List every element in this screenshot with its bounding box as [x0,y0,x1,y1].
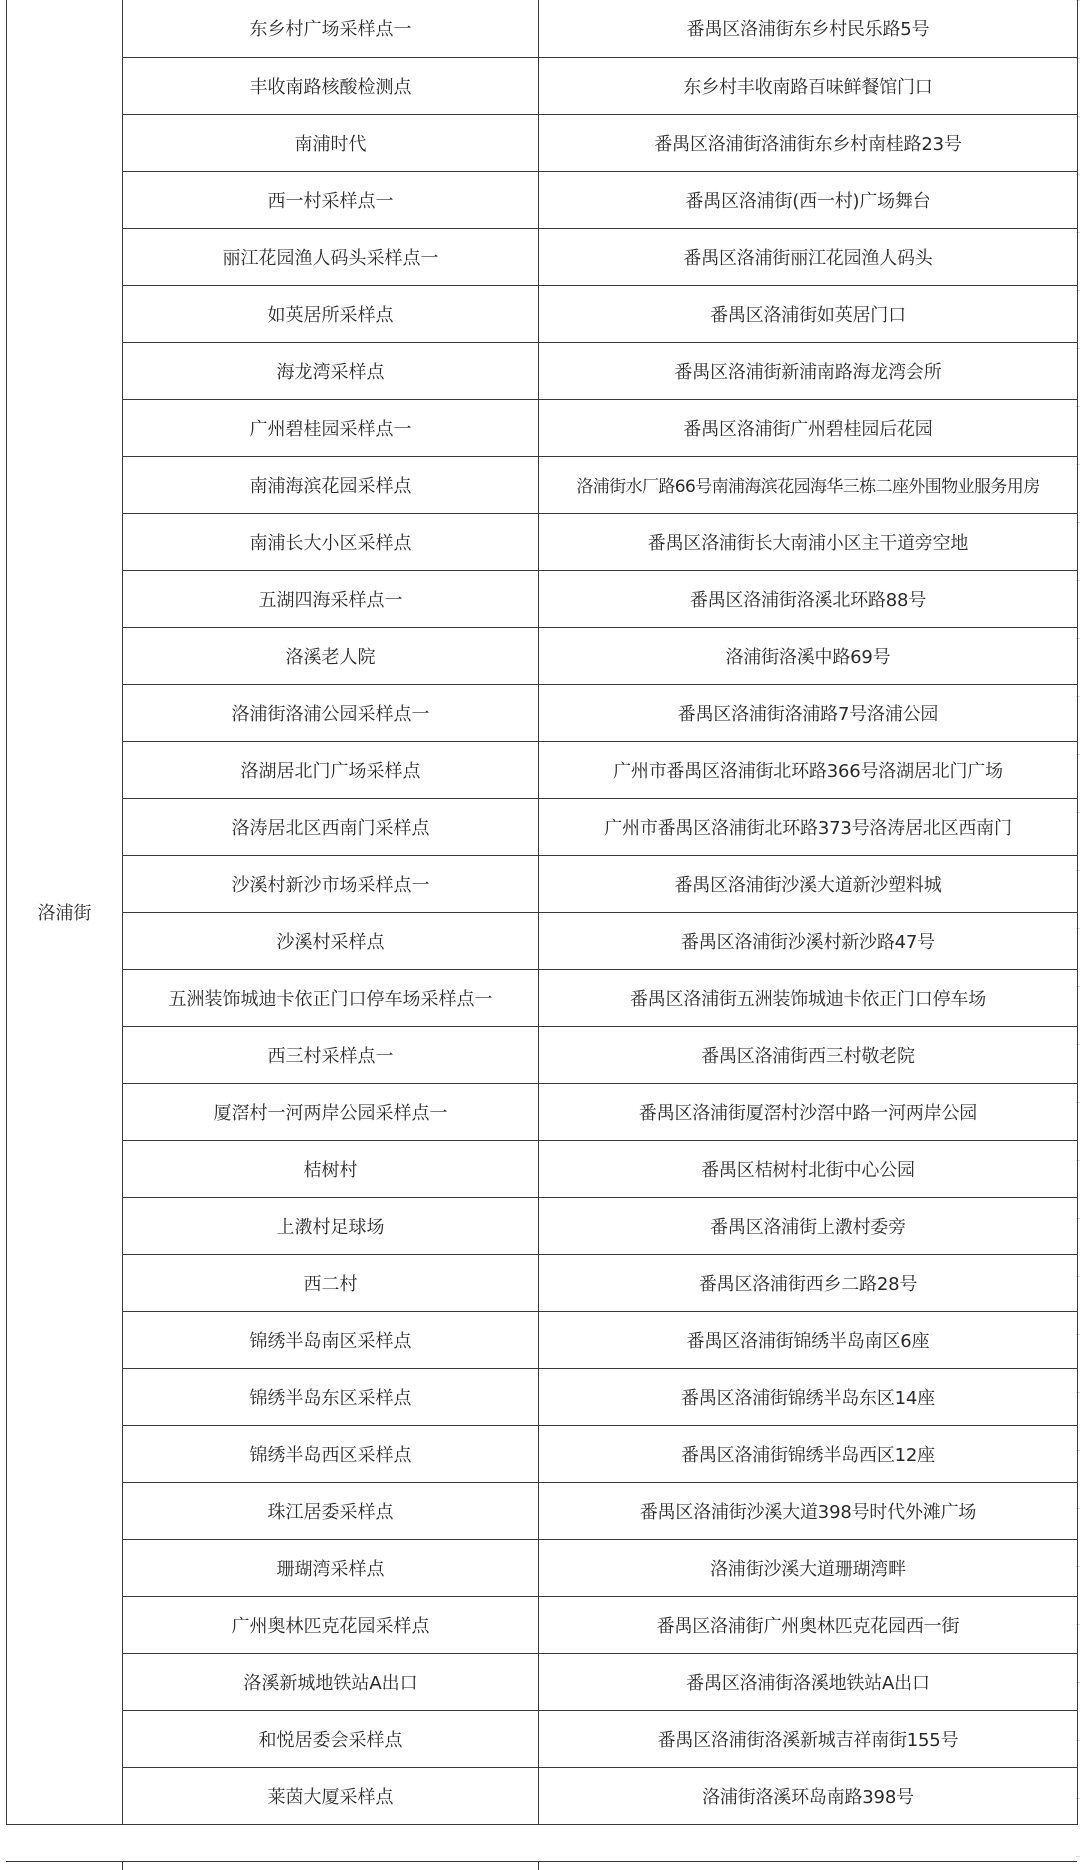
site-name-cell: 洛涛居北区西南门采样点 [123,798,539,855]
site-name-cell: 海龙湾采样点 [123,342,539,399]
site-name-cell: 南浦海滨花园采样点 [123,456,539,513]
site-address-cell: 洛浦街水厂路66号南浦海滨花园海华三栋二座外围物业服务用房 [539,456,1078,513]
site-name-cell: 莱茵大厦采样点 [123,1767,539,1824]
table-row [7,1368,1078,1425]
table-row [7,285,1078,342]
site-name-cell: 洛溪新城地铁站A出口 [123,1653,539,1710]
site-name-cell: 五洲装饰城迪卡依正门口停车场采样点一 [123,969,539,1026]
site-name-cell: 锦绣半岛西区采样点 [123,1425,539,1482]
table-row [7,912,1078,969]
table-row [7,57,1078,114]
site-name-cell: 沙溪村新沙市场采样点一 [123,855,539,912]
table-row [7,741,1078,798]
site-address-cell: 番禺区洛浦街西三村敬老院 [539,1026,1078,1083]
table-row [7,228,1078,285]
table-row [7,114,1078,171]
table-row [7,1083,1078,1140]
site-address-cell: 番禺区洛浦街(西一村)广场舞台 [539,171,1078,228]
site-address-cell: 洛浦街沙溪大道珊瑚湾畔 [539,1539,1078,1596]
site-address-cell: 番禺区洛浦街洛浦街东乡村南桂路23号 [539,114,1078,171]
table-row [7,399,1078,456]
site-name-cell: 如英居所采样点 [123,285,539,342]
table-row [7,1539,1078,1596]
site-address-cell: 番禺区洛浦街洛溪地铁站A出口 [539,1653,1078,1710]
table-row [7,1767,1078,1824]
site-address-cell: 番禺区洛浦街广州奥林匹克花园西一街 [539,1596,1078,1653]
table-row [7,570,1078,627]
table-row [7,855,1078,912]
table-row [7,969,1078,1026]
site-address-cell: 番禺区桔树村北街中心公园 [539,1140,1078,1197]
site-name-cell: 丽江花园渔人码头采样点一 [123,228,539,285]
site-address-cell: 洛浦街洛溪中路69号 [539,627,1078,684]
site-name-cell: 珊瑚湾采样点 [123,1539,539,1596]
table-row [7,1197,1078,1254]
site-address-cell: 番禺区洛浦街长大南浦小区主干道旁空地 [539,513,1078,570]
site-address-cell: 番禺区洛浦街沙溪大道398号时代外滩广场 [539,1482,1078,1539]
table-row [7,1026,1078,1083]
site-name-cell: 南浦长大小区采样点 [123,513,539,570]
site-name-cell: 沙溪村采样点 [123,912,539,969]
site-name-cell: 洛浦街洛浦公园采样点一 [123,684,539,741]
table-row [7,1653,1078,1710]
site-name-cell: 桔树村 [123,1140,539,1197]
street-cell: 洛浦街 [7,0,123,1824]
table-row [7,1425,1078,1482]
site-name-cell: 厦滘村一河两岸公园采样点一 [123,1083,539,1140]
table-row [7,342,1078,399]
site-address-cell: 番禺区洛浦街丽江花园渔人码头 [539,228,1078,285]
divider [538,1862,539,1870]
site-name-cell: 广州碧桂园采样点一 [123,399,539,456]
table-row [7,798,1078,855]
table-body [7,0,1078,1824]
site-name-cell: 洛湖居北门广场采样点 [123,741,539,798]
site-name-cell: 东乡村广场采样点一 [123,0,539,57]
site-address-cell: 番禺区洛浦街沙溪村新沙路47号 [539,912,1078,969]
site-name-cell: 南浦时代 [123,114,539,171]
site-address-cell: 番禺区洛浦街五洲装饰城迪卡依正门口停车场 [539,969,1078,1026]
site-address-cell: 番禺区洛浦街锦绣半岛西区12座 [539,1425,1078,1482]
site-name-cell: 西三村采样点一 [123,1026,539,1083]
table-row [7,1311,1078,1368]
site-name-cell: 广州奥林匹克花园采样点 [123,1596,539,1653]
site-name-cell: 五湖四海采样点一 [123,570,539,627]
site-name-cell: 珠江居委采样点 [123,1482,539,1539]
site-address-cell: 番禺区洛浦街洛溪新城吉祥南街155号 [539,1710,1078,1767]
table-row [7,1710,1078,1767]
table-row [7,456,1078,513]
site-name-cell: 洛溪老人院 [123,627,539,684]
site-name-cell: 西一村采样点一 [123,171,539,228]
table-row [7,627,1078,684]
site-address-cell: 洛浦街洛溪环岛南路398号 [539,1767,1078,1824]
site-address-cell: 番禺区洛浦街东乡村民乐路5号 [539,0,1078,57]
site-address-cell: 番禺区洛浦街西乡二路28号 [539,1254,1078,1311]
divider [122,1862,123,1870]
table-row [7,1482,1078,1539]
site-address-cell: 番禺区洛浦街洛浦路7号洛浦公园 [539,684,1078,741]
site-name-cell: 锦绣半岛东区采样点 [123,1368,539,1425]
table-row [7,684,1078,741]
site-address-cell: 番禺区洛浦街锦绣半岛南区6座 [539,1311,1078,1368]
table-row [7,0,1078,57]
site-address-cell: 广州市番禺区洛浦街北环路373号洛涛居北区西南门 [539,798,1078,855]
site-name-cell: 和悦居委会采样点 [123,1710,539,1767]
site-address-cell: 番禺区洛浦街广州碧桂园后花园 [539,399,1078,456]
site-address-cell: 番禺区洛浦街如英居门口 [539,285,1078,342]
site-name-cell: 上漖村足球场 [123,1197,539,1254]
site-name-cell: 丰收南路核酸检测点 [123,57,539,114]
site-name-cell: 西二村 [123,1254,539,1311]
site-address-cell: 番禺区洛浦街锦绣半岛东区14座 [539,1368,1078,1425]
site-address-cell: 东乡村丰收南路百味鲜餐馆门口 [539,57,1078,114]
table-row [7,1596,1078,1653]
site-address-cell: 番禺区洛浦街洛溪北环路88号 [539,570,1078,627]
site-address-cell: 番禺区洛浦街上漖村委旁 [539,1197,1078,1254]
site-address-cell: 番禺区洛浦街新浦南路海龙湾会所 [539,342,1078,399]
table-row [7,513,1078,570]
table-row [7,1254,1078,1311]
table-row [7,171,1078,228]
sampling-sites-table [6,0,1078,1825]
site-address-cell: 广州市番禺区洛浦街北环路366号洛湖居北门广场 [539,741,1078,798]
site-address-cell: 番禺区洛浦街沙溪大道新沙塑料城 [539,855,1078,912]
next-row-edge [6,1861,1077,1870]
table-row [7,1140,1078,1197]
site-address-cell: 番禺区洛浦街厦滘村沙滘中路一河两岸公园 [539,1083,1078,1140]
site-name-cell: 锦绣半岛南区采样点 [123,1311,539,1368]
